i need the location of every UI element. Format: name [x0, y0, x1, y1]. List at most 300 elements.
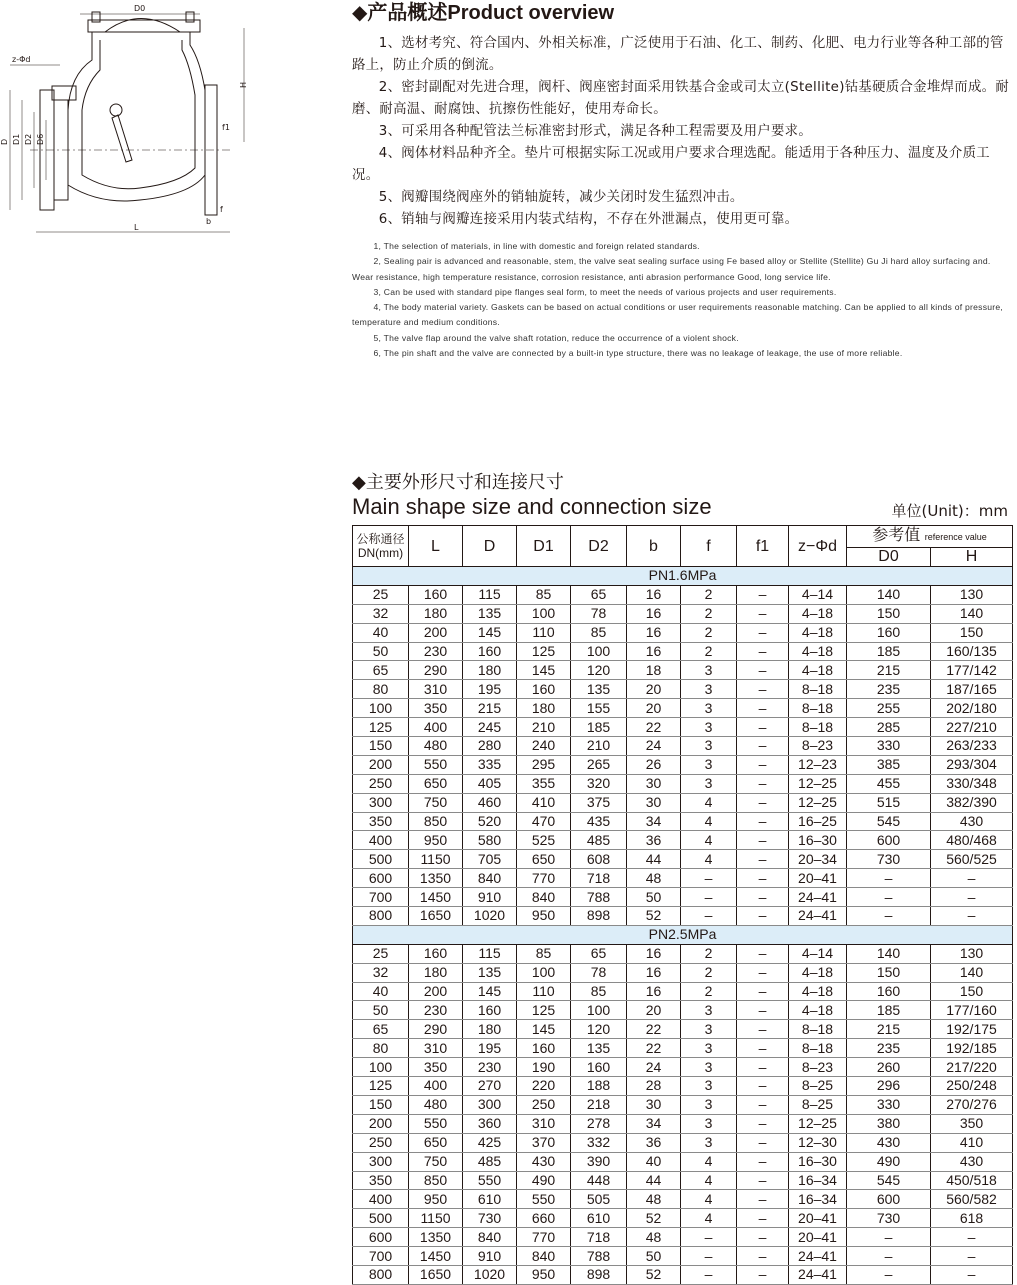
- table-cell: 293/304: [931, 755, 1013, 774]
- table-cell: 200: [409, 623, 463, 642]
- table-cell: 618: [931, 1209, 1013, 1228]
- table-cell: 100: [353, 1058, 409, 1077]
- table-cell: 187/165: [931, 680, 1013, 699]
- table-cell: 227/210: [931, 718, 1013, 737]
- table-cell: 12–23: [789, 755, 847, 774]
- table-cell: 260: [847, 1058, 931, 1077]
- table-cell: 840: [517, 888, 571, 907]
- table-row: [353, 680, 1013, 699]
- table-cell: –: [737, 1039, 789, 1058]
- table-row: [353, 699, 1013, 718]
- table-cell: 425: [463, 1133, 517, 1152]
- table-cell: 278: [571, 1114, 627, 1133]
- table-cell: –: [681, 907, 737, 926]
- table-cell: 460: [463, 793, 517, 812]
- table-cell: 400: [409, 1077, 463, 1096]
- table-cell: 2: [681, 982, 737, 1001]
- table-cell: –: [737, 907, 789, 926]
- table-cell: 330: [847, 737, 931, 756]
- table-cell: 4–18: [789, 623, 847, 642]
- table-cell: 65: [571, 585, 627, 604]
- table-cell: 36: [627, 831, 681, 850]
- table-cell: 4: [681, 793, 737, 812]
- table-cell: –: [681, 869, 737, 888]
- table-cell: 44: [627, 1171, 681, 1190]
- table-cell: –: [847, 1247, 931, 1266]
- table-cell: –: [737, 869, 789, 888]
- table-cell: –: [681, 888, 737, 907]
- table-cell: –: [737, 1209, 789, 1228]
- table-cell: 16: [627, 585, 681, 604]
- table-cell: 24–41: [789, 907, 847, 926]
- table-cell: 160: [847, 982, 931, 1001]
- pressure-group-label: PN2.5MPa: [353, 925, 1013, 944]
- table-row: [353, 1114, 1013, 1133]
- table-cell: 16: [627, 623, 681, 642]
- table-cell: 4–18: [789, 1001, 847, 1020]
- bonnet-flange: [88, 20, 200, 32]
- table-cell: 32: [353, 963, 409, 982]
- table-cell: 705: [463, 850, 517, 869]
- table-cell: 210: [517, 718, 571, 737]
- table-cell: –: [931, 907, 1013, 926]
- table-row: [353, 793, 1013, 812]
- table-row: [353, 1171, 1013, 1190]
- table-cell: –: [737, 1190, 789, 1209]
- table-row: [353, 1020, 1013, 1039]
- table-cell: –: [847, 1228, 931, 1247]
- table-cell: –: [737, 1133, 789, 1152]
- table-cell: 4–18: [789, 604, 847, 623]
- product-overview-section: [352, 0, 1012, 361]
- table-cell: –: [737, 1095, 789, 1114]
- table-cell: 3: [681, 755, 737, 774]
- table-cell: 218: [571, 1095, 627, 1114]
- table-cell: 150: [931, 623, 1013, 642]
- table-cell: 210: [571, 737, 627, 756]
- table-row: [353, 1247, 1013, 1266]
- table-cell: 800: [353, 907, 409, 926]
- table-cell: 770: [517, 869, 571, 888]
- table-cell: 480/468: [931, 831, 1013, 850]
- table-cell: –: [737, 737, 789, 756]
- table-cell: 8–18: [789, 1039, 847, 1058]
- table-cell: 3: [681, 1039, 737, 1058]
- table-cell: 910: [463, 888, 517, 907]
- table-cell: 220: [517, 1077, 571, 1096]
- table-cell: –: [931, 869, 1013, 888]
- table-cell: 85: [571, 623, 627, 642]
- table-cell: 85: [517, 944, 571, 963]
- table-cell: 16–25: [789, 812, 847, 831]
- valve-body-inner: [82, 40, 195, 189]
- table-cell: 115: [463, 944, 517, 963]
- table-cell: 28: [627, 1077, 681, 1096]
- header-l: L: [409, 526, 463, 567]
- table-cell: 600: [847, 1190, 931, 1209]
- table-cell: 230: [409, 1001, 463, 1020]
- table-cell: 40: [353, 623, 409, 642]
- table-cell: 450/518: [931, 1171, 1013, 1190]
- label-f1: f1: [222, 123, 230, 132]
- label-d1: D1: [12, 133, 21, 145]
- table-cell: 180: [463, 661, 517, 680]
- table-cell: 580: [463, 831, 517, 850]
- valve-cross-section-drawing: [0, 0, 250, 240]
- table-cell: 40: [627, 1152, 681, 1171]
- table-cell: 330/348: [931, 774, 1013, 793]
- table-cell: 330: [847, 1095, 931, 1114]
- overview-title-en: Product overview: [447, 2, 615, 24]
- table-cell: 40: [353, 982, 409, 1001]
- table-cell: 20: [627, 1001, 681, 1020]
- table-cell: 155: [571, 699, 627, 718]
- table-cell: 560/525: [931, 850, 1013, 869]
- table-cell: 24–41: [789, 1247, 847, 1266]
- table-cell: 100: [571, 1001, 627, 1020]
- table-cell: 215: [847, 1020, 931, 1039]
- table-cell: 300: [353, 1152, 409, 1171]
- table-cell: 950: [517, 1265, 571, 1284]
- overview-en-paragraphs: [352, 239, 1012, 361]
- table-cell: 110: [517, 982, 571, 1001]
- table-cell: 8–18: [789, 699, 847, 718]
- table-cell: 332: [571, 1133, 627, 1152]
- table-cell: 3: [681, 1133, 737, 1152]
- table-cell: 255: [847, 699, 931, 718]
- table-cell: 36: [627, 1133, 681, 1152]
- table-row: [353, 850, 1013, 869]
- table-cell: 263/233: [931, 737, 1013, 756]
- table-cell: 4: [681, 1209, 737, 1228]
- table-cell: 730: [463, 1209, 517, 1228]
- label-d6: D6: [36, 133, 45, 145]
- overview-title-cn: ◆产品概述: [352, 0, 448, 24]
- table-cell: 2: [681, 585, 737, 604]
- table-row: [353, 661, 1013, 680]
- table-cell: 235: [847, 1039, 931, 1058]
- table-cell: 730: [847, 1209, 931, 1228]
- overview-cn-paragraph-3: 3、可采用各种配管法兰标准密封形式，满足各种工程需要及用户要求。: [378, 124, 813, 139]
- table-cell: 125: [517, 1001, 571, 1020]
- table-cell: 320: [571, 774, 627, 793]
- table-cell: 3: [681, 1095, 737, 1114]
- table-cell: 500: [353, 1209, 409, 1228]
- table-row: [353, 774, 1013, 793]
- overview-cn-paragraph-4: 4、阀体材料品种齐全。垫片可根据实际工况或用户要求合理选配。能适用于各种压力、温度及介质工况。: [352, 146, 990, 183]
- table-cell: 600: [353, 1228, 409, 1247]
- table-cell: 750: [409, 1152, 463, 1171]
- table-cell: 22: [627, 1039, 681, 1058]
- table-cell: 550: [517, 1190, 571, 1209]
- table-cell: 20–41: [789, 1209, 847, 1228]
- table-cell: 150: [931, 982, 1013, 1001]
- header-d: D: [463, 526, 517, 567]
- table-cell: 44: [627, 850, 681, 869]
- table-cell: 12–25: [789, 774, 847, 793]
- table-cell: –: [847, 869, 931, 888]
- table-cell: 48: [627, 1228, 681, 1247]
- table-row: [353, 869, 1013, 888]
- table-cell: 200: [353, 1114, 409, 1133]
- table-cell: 100: [353, 699, 409, 718]
- table-cell: 840: [463, 1228, 517, 1247]
- table-cell: –: [737, 850, 789, 869]
- table-cell: –: [847, 907, 931, 926]
- table-cell: 12–30: [789, 1133, 847, 1152]
- table-cell: 250: [517, 1095, 571, 1114]
- table-cell: 390: [571, 1152, 627, 1171]
- label-b: b: [206, 217, 212, 226]
- table-cell: 145: [463, 623, 517, 642]
- table-cell: 650: [409, 774, 463, 793]
- table-cell: 310: [409, 680, 463, 699]
- table-cell: 310: [517, 1114, 571, 1133]
- table-cell: 185: [847, 1001, 931, 1020]
- table-cell: 600: [353, 869, 409, 888]
- header-ref-cn: 参考值: [872, 526, 921, 544]
- table-cell: 50: [627, 888, 681, 907]
- table-cell: 120: [571, 661, 627, 680]
- table-cell: 350: [409, 1058, 463, 1077]
- table-cell: 250: [353, 1133, 409, 1152]
- table-row: [353, 604, 1013, 623]
- table-cell: 270: [463, 1077, 517, 1096]
- overview-cn-paragraph-2: 2、密封副配对先进合理，阀杆、阀座密封面采用铁基合金或司太立(Stellite)钴基硬质合金堆焊而成。耐磨、耐高温、耐腐蚀、抗擦伤性能好，使用寿命长。: [352, 80, 1010, 117]
- table-cell: 718: [571, 1228, 627, 1247]
- table-cell: 1020: [463, 907, 517, 926]
- table-cell: 180: [409, 963, 463, 982]
- table-row: [353, 737, 1013, 756]
- table-cell: –: [737, 1247, 789, 1266]
- table-cell: 2: [681, 604, 737, 623]
- table-cell: 850: [409, 1171, 463, 1190]
- table-cell: 700: [353, 888, 409, 907]
- table-cell: 718: [571, 869, 627, 888]
- table-cell: 135: [463, 963, 517, 982]
- table-cell: 160: [847, 623, 931, 642]
- table-cell: 135: [571, 680, 627, 699]
- table-cell: 200: [409, 982, 463, 1001]
- table-cell: 160/135: [931, 642, 1013, 661]
- table-cell: 3: [681, 718, 737, 737]
- table-row: [353, 1190, 1013, 1209]
- table-cell: 430: [931, 812, 1013, 831]
- table-cell: 78: [571, 963, 627, 982]
- table-cell: 4: [681, 831, 737, 850]
- table-cell: 20–41: [789, 1228, 847, 1247]
- table-cell: 160: [409, 944, 463, 963]
- table-cell: 100: [571, 642, 627, 661]
- table-cell: –: [737, 831, 789, 850]
- table-cell: 160: [517, 680, 571, 699]
- table-cell: 385: [847, 755, 931, 774]
- table-cell: 290: [409, 1020, 463, 1039]
- dimensions-table-body: [353, 567, 1013, 1285]
- table-row: [353, 1095, 1013, 1114]
- table-cell: –: [737, 623, 789, 642]
- table-cell: 65: [353, 661, 409, 680]
- table-cell: 898: [571, 907, 627, 926]
- table-cell: 3: [681, 1058, 737, 1077]
- pressure-group-row: [353, 567, 1013, 586]
- table-cell: –: [681, 1228, 737, 1247]
- table-cell: 215: [847, 661, 931, 680]
- table-cell: 382/390: [931, 793, 1013, 812]
- table-cell: 150: [353, 737, 409, 756]
- table-cell: 4: [681, 850, 737, 869]
- header-dn: [353, 526, 409, 567]
- table-cell: 16: [627, 604, 681, 623]
- table-cell: 250/248: [931, 1077, 1013, 1096]
- table-cell: –: [737, 1171, 789, 1190]
- table-cell: 295: [517, 755, 571, 774]
- table-cell: 30: [627, 1095, 681, 1114]
- table-cell: 195: [463, 680, 517, 699]
- table-cell: 550: [463, 1171, 517, 1190]
- table-header-row: [353, 526, 1013, 548]
- table-cell: –: [737, 604, 789, 623]
- table-row: [353, 831, 1013, 850]
- table-cell: 448: [571, 1171, 627, 1190]
- pressure-group-label: PN1.6MPa: [353, 567, 1013, 586]
- table-cell: 4–14: [789, 585, 847, 604]
- label-d2: D2: [24, 133, 33, 145]
- table-cell: 1650: [409, 1265, 463, 1284]
- table-cell: 3: [681, 661, 737, 680]
- table-cell: 130: [931, 585, 1013, 604]
- table-cell: –: [737, 1020, 789, 1039]
- dimensions-table: [352, 525, 1013, 1285]
- table-cell: 300: [463, 1095, 517, 1114]
- overview-cn-paragraph-1: 1、选材考究、符合国内、外相关标准，广泛使用于石油、化工、制药、化肥、电力行业等各种工部的管路上，防止介质的倒流。: [352, 36, 1004, 73]
- table-cell: 4: [681, 1190, 737, 1209]
- overview-en-paragraph-4: 4, The body material variety. Gaskets can be based on actual conditions or user requirements reasonable matching. Can be applied to all kinds of pressure, temperature and medium conditions.: [352, 302, 1004, 328]
- table-cell: 1350: [409, 869, 463, 888]
- table-cell: 180: [409, 604, 463, 623]
- table-cell: 125: [353, 718, 409, 737]
- table-cell: 8–25: [789, 1077, 847, 1096]
- table-cell: 950: [409, 1190, 463, 1209]
- table-cell: 16: [627, 963, 681, 982]
- table-cell: 30: [627, 774, 681, 793]
- table-cell: –: [931, 1265, 1013, 1284]
- table-cell: 435: [571, 812, 627, 831]
- table-cell: 545: [847, 1171, 931, 1190]
- table-cell: 370: [517, 1133, 571, 1152]
- table-row: [353, 1058, 1013, 1077]
- table-cell: 177/160: [931, 1001, 1013, 1020]
- table-cell: 185: [847, 642, 931, 661]
- table-cell: 750: [409, 793, 463, 812]
- table-cell: 78: [571, 604, 627, 623]
- table-cell: 20–41: [789, 869, 847, 888]
- overview-en-paragraph-5: 5, The valve flap around the valve shaft rotation, reduce the occurrence of a violent shock.: [373, 332, 739, 343]
- table-cell: 192/185: [931, 1039, 1013, 1058]
- table-cell: 215: [463, 699, 517, 718]
- table-cell: 140: [931, 604, 1013, 623]
- table-cell: 335: [463, 755, 517, 774]
- table-cell: 145: [463, 982, 517, 1001]
- table-cell: 180: [463, 1020, 517, 1039]
- table-cell: 490: [517, 1171, 571, 1190]
- table-cell: 788: [571, 888, 627, 907]
- table-cell: –: [847, 1265, 931, 1284]
- pressure-group-row: [353, 925, 1013, 944]
- table-cell: –: [737, 812, 789, 831]
- table-cell: 65: [571, 944, 627, 963]
- table-cell: 100: [517, 604, 571, 623]
- table-cell: 455: [847, 774, 931, 793]
- table-cell: 1450: [409, 1247, 463, 1266]
- table-cell: 160: [463, 1001, 517, 1020]
- table-cell: 515: [847, 793, 931, 812]
- table-cell: 600: [847, 831, 931, 850]
- table-cell: 560/582: [931, 1190, 1013, 1209]
- header-dn-cn: 公称通径: [356, 532, 405, 546]
- table-cell: 85: [517, 585, 571, 604]
- table-cell: 350: [931, 1114, 1013, 1133]
- table-cell: –: [847, 888, 931, 907]
- table-cell: 2: [681, 642, 737, 661]
- table-cell: 770: [517, 1228, 571, 1247]
- hinge-pin: [110, 104, 122, 116]
- table-cell: 145: [517, 661, 571, 680]
- table-cell: 550: [409, 755, 463, 774]
- table-cell: 177/142: [931, 661, 1013, 680]
- table-row: [353, 1039, 1013, 1058]
- table-cell: 800: [353, 1265, 409, 1284]
- table-cell: 8–18: [789, 718, 847, 737]
- table-cell: 8–23: [789, 1058, 847, 1077]
- table-cell: 50: [353, 642, 409, 661]
- table-cell: 485: [571, 831, 627, 850]
- table-cell: 140: [847, 944, 931, 963]
- table-cell: 24: [627, 737, 681, 756]
- table-cell: 180: [517, 699, 571, 718]
- table-cell: 160: [463, 642, 517, 661]
- table-cell: 240: [517, 737, 571, 756]
- table-cell: 840: [463, 869, 517, 888]
- table-cell: 115: [463, 585, 517, 604]
- table-cell: 1350: [409, 1228, 463, 1247]
- table-cell: 8–18: [789, 680, 847, 699]
- table-cell: 188: [571, 1077, 627, 1096]
- label-d: D: [0, 138, 9, 145]
- dimensions-title-cn: ◆主要外形尺寸和连接尺寸: [352, 472, 564, 493]
- table-cell: 150: [353, 1095, 409, 1114]
- valve-disc: [112, 115, 132, 162]
- table-cell: 4–14: [789, 944, 847, 963]
- table-cell: 24–41: [789, 1265, 847, 1284]
- table-cell: 950: [517, 907, 571, 926]
- table-row: [353, 623, 1013, 642]
- table-cell: 1150: [409, 1209, 463, 1228]
- table-cell: 24: [627, 1058, 681, 1077]
- table-cell: 16: [627, 944, 681, 963]
- table-cell: 350: [409, 699, 463, 718]
- table-cell: 217/220: [931, 1058, 1013, 1077]
- table-cell: 290: [409, 661, 463, 680]
- table-cell: 430: [517, 1152, 571, 1171]
- table-cell: 48: [627, 869, 681, 888]
- table-cell: 1020: [463, 1265, 517, 1284]
- table-cell: 3: [681, 1114, 737, 1133]
- table-cell: 195: [463, 1039, 517, 1058]
- table-row: [353, 907, 1013, 926]
- table-cell: 16–34: [789, 1171, 847, 1190]
- table-cell: 3: [681, 774, 737, 793]
